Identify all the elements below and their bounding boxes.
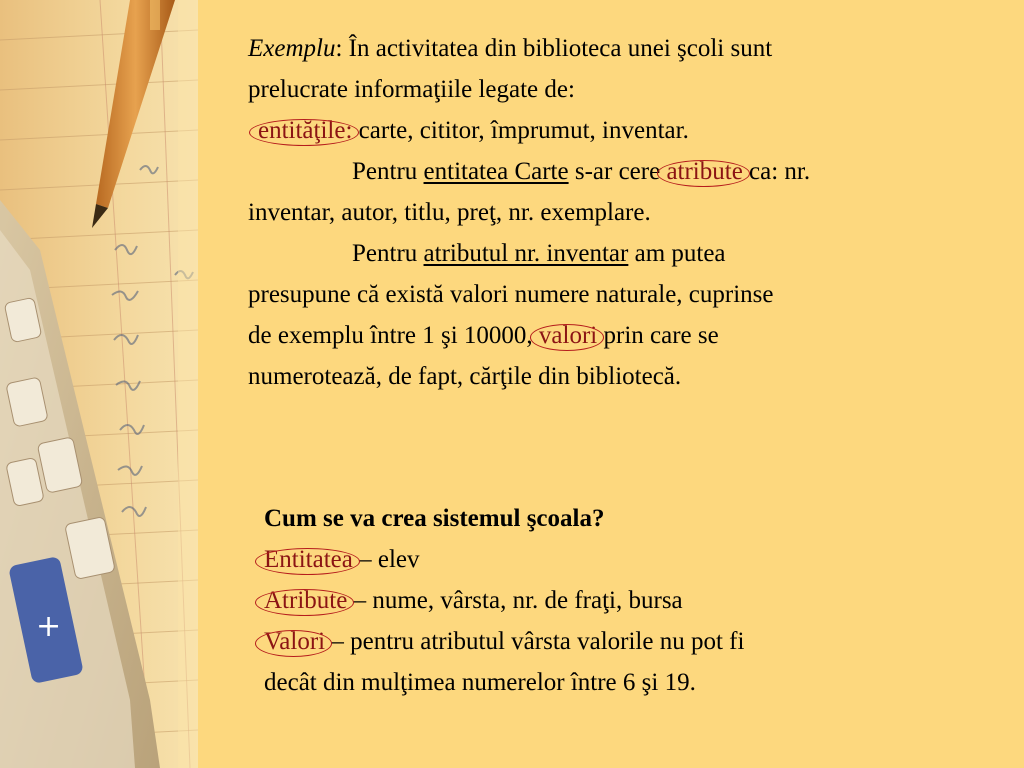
example-line-9: numerotează, de fapt, cărţile din bibliotecă.: [248, 363, 682, 390]
example-line-6: Pentru atributul nr. inventar am putea: [352, 240, 726, 267]
circled-term-valori: valori: [538, 322, 598, 349]
example-line-2: prelucrate informaţiile legate de:: [248, 76, 575, 103]
svg-text:+: +: [36, 609, 62, 644]
circled-label-entitatea: Entitatea: [264, 546, 353, 573]
decorative-side-image: [0, 0, 198, 768]
example-line-8: de exemplu între 1 şi 10000, valori prin care se: [248, 322, 719, 349]
circled-label-atribute: Atribute: [264, 587, 348, 614]
example-line-4: Pentru entitatea Carte s-ar cere atribute ca: nr.: [352, 158, 811, 185]
question-attribute-line: Atribute – nume, vârsta, nr. de fraţi, bursa: [264, 587, 683, 614]
example-label: Exemplu: [248, 35, 336, 62]
example-line-7: presupune că există valori numere naturale, cuprinse: [248, 281, 774, 308]
circled-label-valori: Valori: [264, 628, 326, 655]
example-line-3: entităţile: carte, cititor, împrumut, inventar.: [258, 117, 689, 144]
question-entity-line: Entitatea – elev: [264, 546, 420, 573]
question-paragraph: [264, 498, 744, 703]
example-line-5: inventar, autor, titlu, preţ, nr. exemplare.: [248, 199, 651, 226]
question-title: Cum se va crea sistemul şcoala?: [264, 505, 605, 532]
question-values-line-2: decât din mulţimea numerelor între 6 şi 19.: [264, 669, 696, 696]
circled-term-entitatile: entităţile:: [258, 117, 353, 144]
example-paragraph: [248, 28, 810, 397]
example-line-1: Exemplu: În activitatea din biblioteca unei şcoli sunt: [248, 35, 773, 62]
underlined-term-entitatea-carte: entitatea Carte: [423, 158, 569, 185]
circled-term-atribute: atribute: [666, 158, 743, 185]
question-values-line: Valori – pentru atributul vârsta valorile nu pot fi: [264, 628, 745, 655]
underlined-term-atributul: atributul nr. inventar: [423, 240, 629, 267]
